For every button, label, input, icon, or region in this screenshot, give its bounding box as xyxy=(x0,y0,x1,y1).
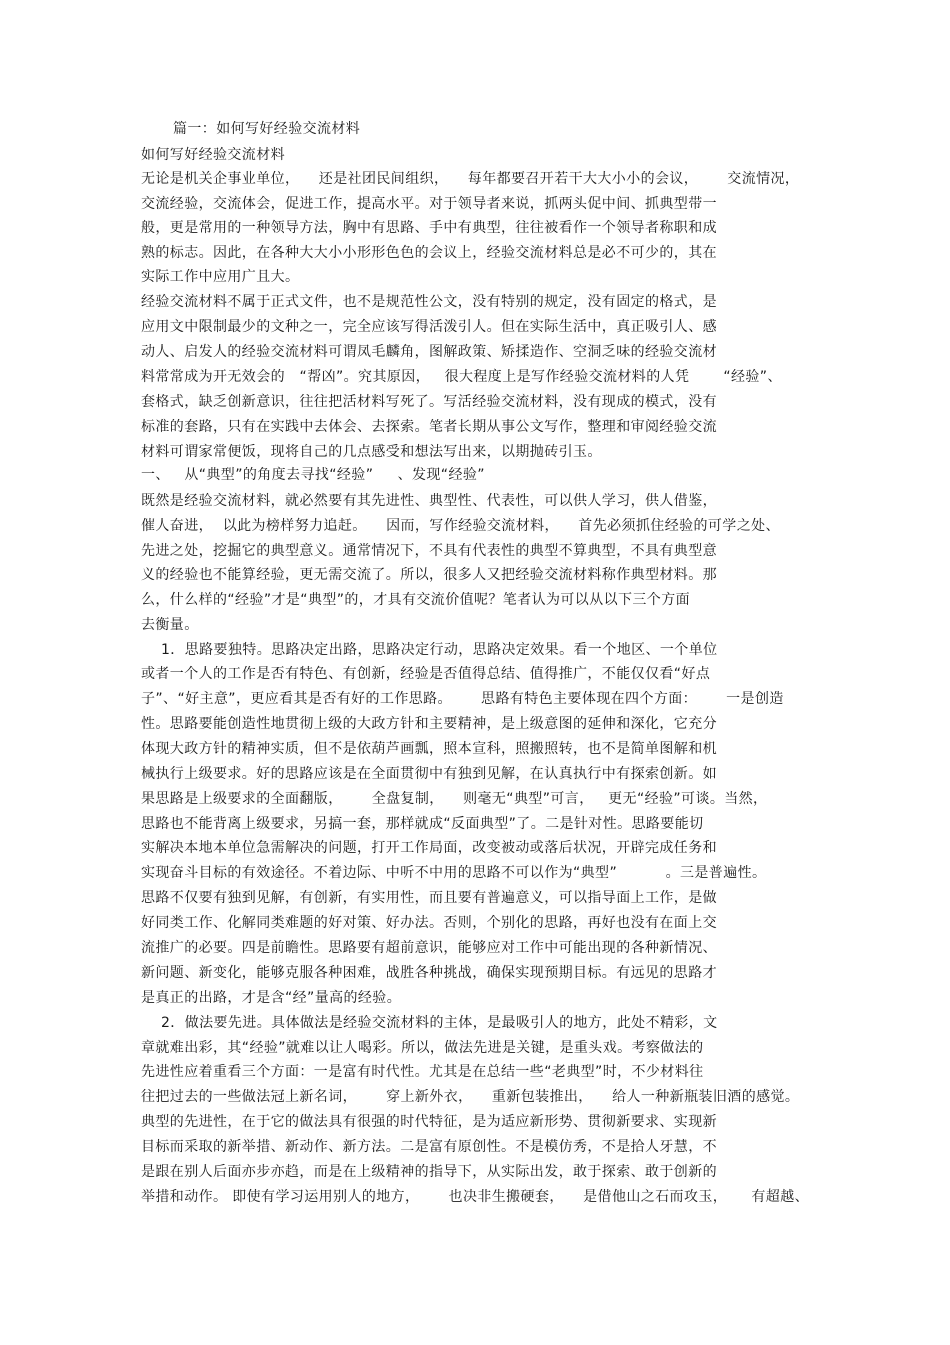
text-line: 新问题、新变化，能够克服各种困难，战胜各种挑战，确保实现预期目标。有远见的思路才 xyxy=(141,965,717,981)
text-line: 动人、启发人的经验交流材料可谓凤毛麟角，图解政策、矫揉造作、空洞乏味的经验交流材 xyxy=(141,344,717,360)
text-line: 果思路是上级要求的全面翻版， 全盘复制， 则毫无“典型”可言， 更无“经验”可谈。当然， xyxy=(141,791,768,807)
text-line: 2．做法要先进。具体做法是经验交流材料的主体，是最吸引人的地方，此处不精彩，文 xyxy=(161,1015,718,1031)
text-line: 好同类工作、化解同类难题的好对策、好办法。否则，个别化的思路，再好也没有在面上交 xyxy=(141,915,717,931)
text-line: 子”、“好主意”，更应看其是否有好的工作思路。 思路有特色主要体现在四个方面： 一是创造 xyxy=(141,691,784,707)
text-line: 先进性应着重看三个方面：一是富有时代性。尤其是在总结一些“老典型”时，不少材料往 xyxy=(141,1064,704,1080)
text-line: 1．思路要独特。思路决定出路，思路决定行动，思路决定效果。看一个地区、一个单位 xyxy=(161,642,718,658)
document-title: 篇一：如何写好经验交流材料 xyxy=(173,121,361,137)
text-line: 料常常成为开无效会的 “帮凶”。究其原因， 很大程度上是写作经验交流材料的人凭 “经验”、 xyxy=(141,369,782,385)
text-line: 是真正的出路，才是含“经”量高的经验。 xyxy=(141,990,402,1006)
text-line: 体现大政方针的精神实质，但不是依葫芦画瓢，照本宣科，照搬照转，也不是简单图解和机 xyxy=(141,741,717,757)
text-line: 标准的套路，只有在实践中去体会、去探索。笔者长期从事公文写作，整理和审阅经验交流 xyxy=(141,419,717,435)
text-line: 么，什么样的“经验”才是“典型”的，才具有交流价值呢？笔者认为可以从以下三个方面 xyxy=(141,592,691,608)
text-line: 流推广的必要。四是前瞻性。思路要有超前意识，能够应对工作中可能出现的各种新情况、 xyxy=(141,940,717,956)
text-line: 去衡量。 xyxy=(141,617,199,633)
text-line: 义的经验也不能算经验，更无需交流了。所以，很多人又把经验交流材料称作典型材料。那 xyxy=(141,567,717,583)
text-line: 应用文中限制最少的文种之一，完全应该写得活泼引人。但在实际生活中，真正吸引人、感 xyxy=(141,319,717,335)
text-line: 先进之处，挖掘它的典型意义。通常情况下，不具有代表性的典型不算典型，不具有典型意 xyxy=(141,543,717,559)
text-line: 套格式，缺乏创新意识，往往把活材料写死了。写活经验交流材料，没有现成的模式，没有 xyxy=(141,394,717,410)
text-line: 往把过去的一些做法冠上新名词， 穿上新外衣， 重新包装推出， 给人一种新瓶装旧酒的感觉。 xyxy=(141,1089,800,1105)
text-line: 性。思路要能创造性地贯彻上级的大政方针和主要精神，是上级意图的延伸和深化，它充分 xyxy=(141,716,717,732)
text-line: 交流经验，交流体会，促进工作，提高水平。对于领导者来说，抓两头促中间、抓典型带一 xyxy=(141,196,717,212)
text-line: 章就难出彩，其“经验”就难以让人喝彩。所以，做法先进是关键，是重头戏。考察做法的 xyxy=(141,1040,704,1056)
text-line: 熟的标志。因此，在各种大大小小形形色色的会议上，经验交流材料总是必不可少的，其在 xyxy=(141,245,717,261)
section-heading: 一、 从“典型”的角度去寻找“经验” 、发现“经验” xyxy=(141,467,485,483)
text-line: 实现奋斗目标的有效途径。不着边际、中听不中用的思路不可以作为“典型” 。三是普遍性。 xyxy=(141,865,767,881)
text-line: 经验交流材料不属于正式文件，也不是规范性公文，没有特别的规定，没有固定的格式，是 xyxy=(141,294,717,310)
text-line: 思路也不能背离上级要求，另搞一套，那样就成“反面典型”了。二是针对性。思路要能切 xyxy=(141,816,704,832)
text-line: 思路不仅要有独到见解，有创新，有实用性，而且要有普遍意义，可以指导面上工作，是做 xyxy=(141,890,717,906)
text-line: 械执行上级要求。好的思路应该是在全面贯彻中有独到见解，在认真执行中有探索创新。如 xyxy=(141,766,717,782)
text-line: 材料可谓家常便饭，现将自己的几点感受和想法写出来，以期抛砖引玉。 xyxy=(141,444,602,460)
text-line: 或者一个人的工作是否有特色、有创新，经验是否值得总结、值得推广，不能仅仅看“好点 xyxy=(141,666,711,682)
text-line: 典型的先进性，在于它的做法具有很强的时代特征，是为适应新形势、贯彻新要求、实现新 xyxy=(141,1114,717,1130)
document-subtitle: 如何写好经验交流材料 xyxy=(141,147,285,163)
text-line: 实解决本地本单位急需解决的问题，打开工作局面，改变被动或落后状况，开辟完成任务和 xyxy=(141,840,717,856)
text-line: 无论是机关企事业单位， 还是社团民间组织， 每年都要召开若干大大小小的会议， 交流情况， xyxy=(141,171,800,187)
text-line: 举措和动作。 即使有学习运用别人的地方， 也决非生搬硬套， 是借他山之石而攻玉， 有超越、 xyxy=(141,1189,810,1205)
text-line: 般，更是常用的一种领导方法，胸中有思路、手中有典型，往往被看作一个领导者称职和成 xyxy=(141,220,717,236)
text-line: 既然是经验交流材料，就必然要有其先进性、典型性、代表性，可以供人学习，供人借鉴， xyxy=(141,493,717,509)
text-line: 是跟在别人后面亦步亦趋，而是在上级精神的指导下，从实际出发，敢于探索、敢于创新的 xyxy=(141,1164,717,1180)
text-line: 催人奋进， 以此为榜样努力追赶。 因而，写作经验交流材料， 首先必须抓住经验的可学之处、 xyxy=(141,518,780,534)
text-line: 目标而采取的新举措、新动作、新方法。二是富有原创性。不是模仿秀，不是拾人牙慧，不 xyxy=(141,1139,717,1155)
text-line: 实际工作中应用广且大。 xyxy=(141,269,300,285)
